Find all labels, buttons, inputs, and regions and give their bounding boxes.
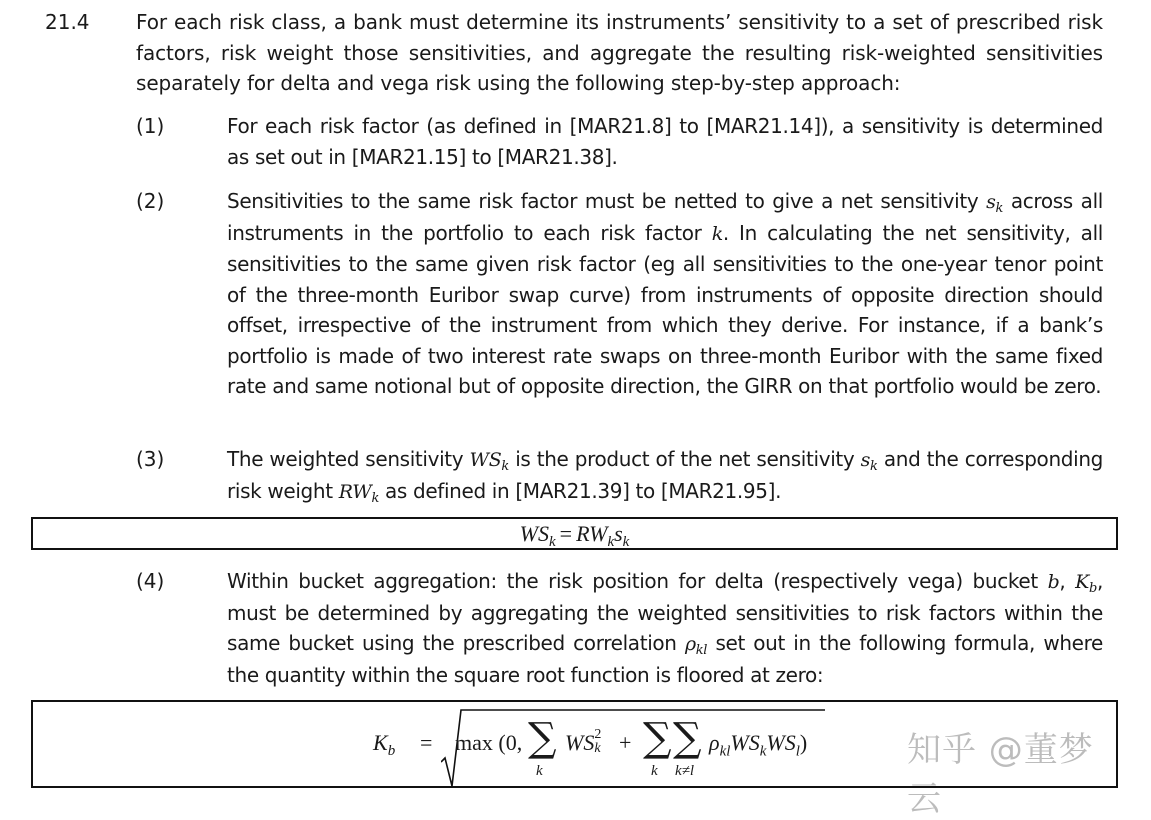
section-number: 21.4 (45, 10, 90, 34)
var-s-k: $s_k$ (986, 191, 1004, 216)
sum-symbol-1: ∑ (528, 715, 557, 761)
sum-1-limit: k (536, 763, 543, 779)
sum-symbol-2: ∑ (643, 715, 672, 761)
item-1-text: For each risk factor (as defined in [MAR21.8] to [MAR21.14]), a sensitivity is determined as set out in [MAR21.15] to [MAR21.38]. (227, 114, 1103, 169)
var-s-k: $s_k$ (860, 449, 878, 474)
max-open: max (0, (455, 730, 523, 755)
var-b: b (1047, 571, 1060, 593)
item-3-number: (3) (136, 447, 165, 471)
equation-box-kb (31, 700, 1118, 819)
sum-symbol-3: ∑ (673, 715, 702, 761)
item-2-text (227, 186, 1103, 402)
text-run: is the product of the net sensitivity (508, 447, 861, 471)
equation-ws: $WS_k = RW_ks_k$ (519, 521, 630, 550)
plus-sign: + (619, 730, 632, 755)
item-1-number: (1) (136, 114, 165, 138)
var-k: k (711, 222, 723, 245)
text-run: as defined in [MAR21.39] to [MAR21.95]. (378, 478, 782, 503)
var-k-b: $K_b$ (1075, 571, 1097, 596)
text-run: Within bucket aggregation: the risk position for delta (respectively vega) bucket (227, 569, 1048, 593)
text-run: , (1059, 569, 1076, 593)
item-3-text (227, 444, 1103, 507)
watermark: 知乎 @董梦云 (907, 730, 1094, 819)
text-run: , must be determined by aggregating the weighted sensitivities to risk factors within the same bucket using the prescribed correlation (227, 569, 1103, 655)
sum-2-limit: k (651, 763, 658, 779)
text-run: Sensitivities to the same risk factor must be netted to give a net sensitivity (227, 189, 987, 213)
text-run: across all instruments in the portfolio to each risk factor (227, 189, 1103, 245)
equation-kb (373, 708, 843, 784)
term-ws-k-squared: WS 2 k (565, 727, 602, 756)
item-4-text (227, 566, 1103, 690)
equation-box-ws (31, 517, 1118, 550)
text-run: The weighted sensitivity (227, 447, 470, 471)
var-ws-k: $WS_k$ (469, 449, 509, 474)
text-run: set out in the following formula, where the quantity within the square root function is floored at zero: (227, 631, 1103, 687)
item-4-number: (4) (136, 569, 165, 593)
var-rho-kl: $\rho_{kl}$ (684, 633, 708, 658)
section-intro: For each risk class, a bank must determine its instruments’ sensitivity to a set of prescribed risk factors, risk weight those sensitivities, and aggregate the resulting risk-weighted sensitivities separately for delta and vega risk using the following step-by-step approach: (136, 10, 1103, 95)
term-rho-ws-ws: $\rho_{kl}WS_kWS_l$) (709, 730, 808, 760)
kb-lhs: $K_b$ (373, 730, 396, 759)
item-2-number: (2) (136, 189, 165, 213)
equals-sign: = (420, 730, 433, 755)
text-run: and the corresponding risk weight (227, 447, 1103, 503)
var-rw-k: $RW_k$ (338, 480, 379, 506)
sum-3-limit: k≠l (675, 763, 695, 779)
text-run: . In calculating the net sensitivity, all sensitivities to the same given risk factor (eg all sensitivities to the one-year tenor point of the three-month Euribor swap curve) from instruments of opposite direction should offset, irrespective of the instrument from which they derive. For instance, if a bank’s portfolio is made of two interest rate swaps on three-month Euribor with the same fixed rate and same notional but of opposite direction, the GIRR on that portfolio would be zero. (227, 220, 1103, 398)
